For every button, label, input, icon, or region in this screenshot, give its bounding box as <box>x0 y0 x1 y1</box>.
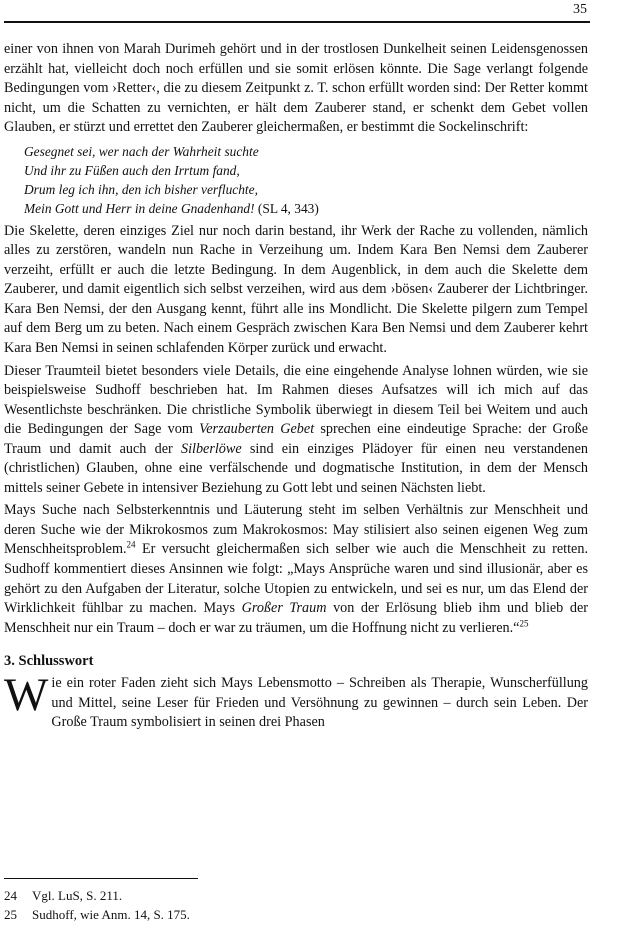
paragraph-3-part-1: Dieser Traumteil bietet besonders viele Details, die eine eingehende Analyse lohnen würden, wie sie beispielsweise Sudhoff beschrieben hat. Im Rahmen dieses Aufsatzes will ich mich auf das Wesentlichste beschränken. Die christliche Symbolik überwiegt in diesem Teil bei Weitem und auch die Bedingungen der Sage vom <box>4 362 588 438</box>
footnote-24 <box>4 887 588 906</box>
footnote-ref-24[interactable]: 24 <box>126 539 136 550</box>
paragraph-3 <box>4 362 588 499</box>
title-verzauberten-gebet: Verzauberten Gebet <box>199 421 315 438</box>
section-heading: 3. Schlusswort <box>4 653 94 670</box>
footnotes <box>4 887 588 924</box>
footnote-number: 25 <box>4 906 17 922</box>
poem-line-3: Drum leg ich ihn, den ich bisher verfluchte, <box>24 181 258 197</box>
poem-line-2: Und ihr zu Füßen auch den Irrtum fand, <box>24 162 240 178</box>
title-silberloewe: Silberlöwe <box>180 440 242 457</box>
section-text: ie ein roter Faden zieht sich Mays Lebensmotto – Schreiben als Therapie, Wunscherfüllung und Mittel, seine Leser für Frieden und Versöhnung zu gewinnen – durch sein Leben. Der Große Traum symbolisiert in seinen drei Phasen <box>51 675 588 731</box>
footnote-text: Sudhoff, wie Anm. 14, S. 175. <box>32 906 190 922</box>
footnote-text: Vgl. LuS, S. 211. <box>32 888 123 903</box>
quoted-poem <box>4 142 588 218</box>
paragraph-2: Die Skelette, deren einziges Ziel nur noch darin bestand, ihr Werk der Rache zu vollenden, nämlich alles zu zerstören, wandeln nun Rache in Verzeihung um. Indem Kara Ben Nemsi dem Zauberer verzeiht, erfüllt er auch die letzte Bedingung. In dem Augenblick, in dem auch die Skelette dem Zauberer, und damit eigentlich sich selbst verzeihen, wird aus dem ›bösen‹ Zauberer der Lichtbringer. Kara Ben Nemsi, der den Ausgang kennt, führt alle ins Mondlicht. Die Skelette pilgern zum Tempel auf dem Berg um zu beten. Nach einem Gespräch zwischen Kara Ben Nemsi und dem Zauberer kehrt Kara Ben Nemsi in seinen schlafenden Körper zurück und erwacht. <box>4 222 588 357</box>
paragraph-4-part-2: Er versucht gleichermaßen sich selber wie auch die Menschheit zu retten. Sudhoff kommentiert dieses Ansinnen wie folgt: „Mays Ansprüche waren und sind illusionär, aber es gehört zu den Aufgaben der Literatur, solche Utopien zu entwickeln, und sei es nur, um das Elend der Wirklichkeit fühlbar zu machen. Mays <box>4 541 588 617</box>
paragraph-1: einer von ihnen von Marah Durimeh gehört und in der trostlosen Dunkelheit seinen Leidensgenossen erzählt hat, vielleicht doch noch erfüllen und sie somit erlösen könnte. Die Sage verlangt folgende Bedingungen vom ›Retter‹, die zu diesem Zeitpunkt z. T. schon erfüllt worden sind: Der Retter kommt nicht, um die Schatten zu vernichten, er hält dem Zauberer stand, er schenkt dem Gebet vollen Glauben, er stürzt und errettet den Zauberer gleichermaßen, er bestimmt die Sockelinschrift: <box>4 41 588 136</box>
footnote-number: 24 <box>4 888 17 903</box>
page-number: 35 <box>573 2 587 17</box>
paragraph-4 <box>4 501 588 638</box>
header-rule <box>4 21 590 23</box>
paragraph-3-part-3: sind ein einziges Plädoyer für einen neu verstandenen (christlichen) Glauben, ohne eine verfälschende und dogmatische Institution, in dem der Mensch mittels seiner Gebete in intensiver Beziehung zu Gott lebt und seinen Nächsten liebt. <box>4 440 588 496</box>
footnote-25 <box>4 906 588 925</box>
poem-line-1: Gesegnet sei, wer nach der Wahrheit suchte <box>24 143 259 159</box>
title-grosser-traum: Großer Traum <box>241 600 327 617</box>
drop-cap: W <box>4 669 49 722</box>
body-text <box>4 40 588 733</box>
footnote-rule <box>4 878 198 879</box>
paragraph-4-part-1: Mays Suche nach Selbsterkenntnis und Läuterung steht im selben Verhältnis zur Menschheit und deren Suche wie der Mikrokosmos zum Makrokosmos: May stilisiert also seinen eigenen Weg zum Menschheitsproblem. <box>4 502 588 558</box>
footnote-ref-25[interactable]: 25 <box>519 617 529 628</box>
poem-line-4 <box>24 199 588 218</box>
poem-reference: (SL 4, 343) <box>254 200 319 216</box>
paragraph-3-part-2: sprechen eine eindeutige Sprache: der Große Traum und damit auch der <box>4 421 588 457</box>
section-paragraph <box>4 669 588 733</box>
poem-line-4-text: Mein Gott und Herr in deine Gnadenhand! <box>24 200 255 216</box>
paragraph-4-part-3: von der Erlösung blieb ihm und blieb der Menschheit nur ein Traum – doch er war zu träumen, um die Hoffnung nicht zu verlieren.“ <box>4 600 588 636</box>
